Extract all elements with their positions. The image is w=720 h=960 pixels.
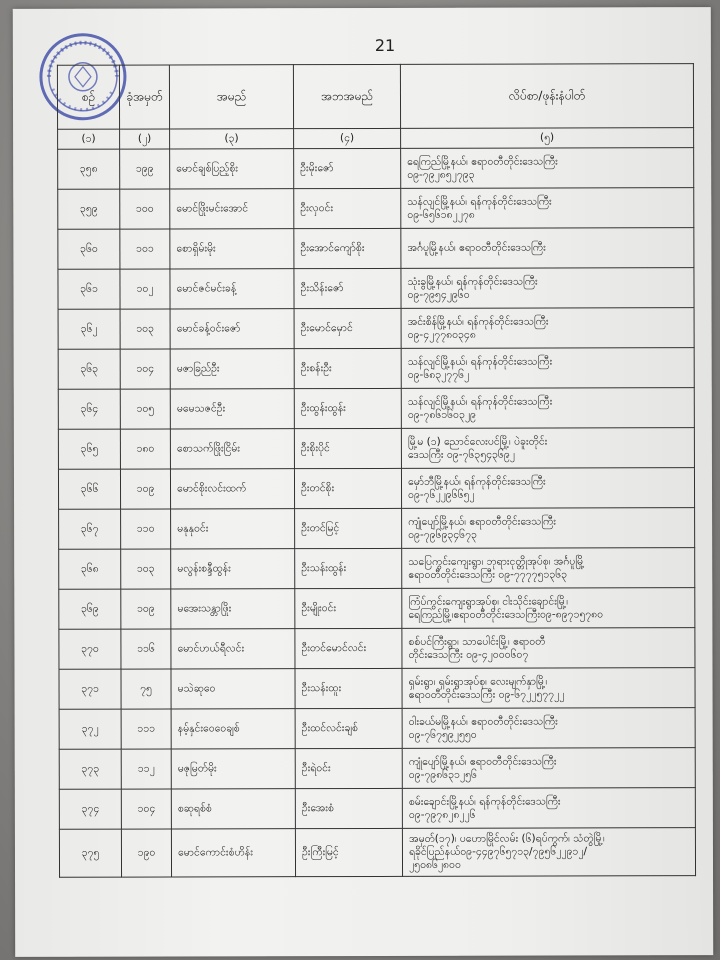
address-line: အင်္ဂပူမြို့နယ်၊ ဧရာဝတီတိုင်းဒေသကြီး — [407, 241, 546, 254]
serial-number-cell: ၃၆၅ — [58, 429, 120, 469]
name-cell: မနုနုဝင်း — [171, 509, 295, 549]
column-index: (၁) — [58, 129, 120, 149]
serial-number-cell: ၃၇၀ — [59, 629, 121, 669]
document-page — [13, 7, 713, 957]
address-cell — [401, 308, 694, 349]
table-row — [58, 388, 694, 430]
column-header-father: အဘအမည် — [293, 64, 400, 128]
address-cell — [402, 708, 695, 749]
address-line: ၀၉-၄၂၇၇၈၀၃၄၈ — [407, 328, 476, 341]
serial-number-cell: ၃၇၂ — [59, 709, 121, 749]
column-index: (၃) — [170, 129, 294, 149]
address-line: မှော်ဘီမြို့နယ်၊ ရန်ကုန်တိုင်းဒေသကြီး — [407, 475, 546, 488]
name-cell: မောင်ကောင်းစံဟိန်း — [171, 829, 295, 877]
address-line: သပြေကွင်းကျေးရွာ၊ ဘုရားငုတ္တိုအုပ်စု၊ အင်္ဂပူမြို့ — [408, 554, 585, 568]
roll-number-cell: ၁၁၀ — [121, 509, 171, 549]
address-line: စမ်းချောင်းမြို့နယ်၊ ရန်ကုန်တိုင်းဒေသကြီး — [408, 794, 561, 808]
table-row — [59, 708, 695, 750]
name-cell: မောင်ချစ်ပြည့်စိုး — [170, 149, 294, 189]
roll-number-cell: ၁၀၅ — [120, 389, 170, 429]
address-cell — [401, 468, 694, 509]
roll-number-cell: ၁၀၉ — [120, 469, 170, 509]
name-cell: မောင်ခန့်ဝင်းဇော် — [170, 309, 294, 349]
serial-number-cell: ၃၇၅ — [59, 829, 121, 877]
table-row — [59, 548, 695, 590]
address-line: ဒေသကြီး ၀၉-၇၆၃၅၄၃၆၉၂ — [407, 448, 515, 461]
name-cell: မအေးသန္တာဖြိုး — [171, 589, 295, 629]
serial-number-cell: ၃၅၈ — [58, 149, 120, 189]
father-name-cell: ဦးကြီးမြင့် — [295, 828, 402, 876]
column-index: (၄) — [294, 128, 401, 148]
address-cell — [402, 668, 695, 709]
father-name-cell: ဦးသန်းထူး — [295, 668, 402, 708]
column-header-name: အမည် — [169, 65, 293, 129]
name-cell: စောရှိမ်းမိုး — [170, 229, 294, 269]
address-cell — [402, 588, 695, 629]
name-cell: မောင်ဇင်မင်းခန့် — [170, 269, 294, 309]
address-line: ၀၉-၇၉၂၈၅၂၇၉၃ — [407, 168, 475, 181]
address-line: သန်လျင်မြို့နယ်၊ ရန်ကုန်တိုင်းဒေသကြီး — [407, 395, 553, 408]
address-line: သန်လျင်မြို့နယ်၊ ရန်ကုန်တိုင်းဒေသကြီး — [407, 355, 553, 368]
table-row — [58, 268, 694, 310]
address-line: ၀၉-၇၈၆၁၆၀၃၂၉ — [407, 408, 476, 421]
roll-number-cell: ၁၀၄ — [120, 349, 170, 389]
roll-number-cell: ၁၀၃ — [120, 309, 170, 349]
table-row — [59, 668, 695, 710]
table-row — [58, 188, 694, 230]
father-name-cell: ဦးစန်းဦး — [294, 348, 401, 388]
address-cell — [401, 148, 694, 189]
serial-number-cell: ၃၆၇ — [59, 509, 121, 549]
serial-number-cell: ၃၆၈ — [59, 549, 121, 589]
address-line: ၀၉-၆၈၃၂၇၇၆၂ — [407, 368, 470, 381]
page-number: 21 — [374, 35, 396, 55]
address-cell — [402, 788, 695, 829]
address-cell — [402, 628, 695, 669]
serial-number-cell: ၃၆၁ — [58, 269, 120, 309]
father-name-cell: ဦးအောင်ကျော်စိုး — [294, 228, 401, 268]
address-line: တိုင်းဒေသကြီး ၀၉-၄၂၀၀၀၆၀၇ — [408, 648, 529, 661]
address-line: ကျုံပျော်မြို့နယ်၊ ဧရာဝတီတိုင်းဒေသကြီး — [408, 754, 557, 768]
roll-number-cell: ၁၁၁ — [121, 709, 171, 749]
table-row — [58, 428, 694, 470]
roll-number-cell: ၁၈၀ — [120, 429, 170, 469]
address-cell — [402, 828, 695, 877]
address-cell — [401, 268, 694, 309]
address-line: ရခိုင်ပြည်နယ်၀၉-၄၄၉၇၆၅၇၁၃/၇၉၅၆၂၂၉၁၂/ — [408, 845, 588, 858]
name-cell: မောင်စိုးလင်းထက် — [170, 469, 294, 509]
table-row — [59, 788, 695, 830]
roll-number-cell: ၁၀၁ — [120, 229, 170, 269]
roll-number-cell: ၁၀၉ — [121, 589, 171, 629]
header-row — [57, 64, 693, 130]
address-line: ဝါးခယ်မမြို့နယ်၊ ဧရာဝတီတိုင်းဒေသကြီး — [408, 714, 558, 728]
address-cell — [401, 228, 694, 269]
roll-number-cell: ၁၁၂ — [121, 749, 171, 789]
father-name-cell: ဦးရဲဝင်း — [295, 748, 402, 788]
serial-number-cell: ၃၇၄ — [59, 789, 121, 829]
roll-number-cell: ၁၉၉ — [120, 149, 170, 189]
column-header-roll: ခုံအမှတ် — [119, 65, 169, 129]
address-line: ၀၉-၇၉၈၆၃၁၂၅၆ — [408, 768, 477, 781]
column-header-serial: စဉ် — [57, 65, 119, 129]
address-line: အမှတ်(၁၇)၊ ပဟောမြိုင်လမ်း (၆)ရပ်ကွက်၊ သံတွဲမြို့၊ — [408, 832, 605, 845]
address-line: ၀၉-၇၆၇၅၉၂၅၅၀ — [408, 728, 477, 741]
serial-number-cell: ၃၇၁ — [59, 669, 121, 709]
father-name-cell: ဦးထွန်းထွန်း — [294, 388, 401, 428]
address-line: ၀၉-၇၆၂၂၉၆၆၅၂ — [408, 488, 475, 501]
father-name-cell: ဦးတင်မောင်လင်း — [295, 628, 402, 668]
name-cell: စဆုရစ်စံ — [171, 789, 295, 829]
address-line: သန်လျင်မြို့နယ်၊ ရန်ကုန်တိုင်းဒေသကြီး — [407, 195, 552, 208]
father-name-cell: ဦးတင်မြင့် — [295, 508, 402, 548]
name-cell: စောသက်ဖြိုးငြိမ်း — [170, 429, 294, 469]
address-line: အင်းစိန်မြို့နယ်၊ ရန်ကုန်တိုင်းဒေသကြီး — [407, 315, 549, 328]
roll-number-cell: ၁၀၀ — [120, 189, 170, 229]
address-line: စစ်ပင်ကြီးရွာ၊ သာပေါင်းမြို့၊ ဧရာဝတီ — [408, 635, 546, 648]
father-name-cell: ဦးတင်စိုး — [294, 468, 401, 508]
serial-number-cell: ၃၆၃ — [58, 349, 120, 389]
name-cell: မဇုမြတ်မိုး — [171, 749, 295, 789]
serial-number-cell: ၃၆၂ — [58, 309, 120, 349]
roster-table — [57, 63, 696, 878]
address-line: ကျုံပျော်မြို့နယ်၊ ဧရာဝတီတိုင်းဒေသကြီး — [408, 514, 556, 528]
address-line: ၀၉-၇၉၅၄၂၉၆၀ — [407, 288, 470, 301]
roll-number-cell: ၁၉၀ — [121, 829, 171, 877]
address-line: ၂၅၀၈၆၂၈၀၀ — [408, 858, 461, 871]
father-name-cell: ဦးလှဝင်း — [294, 188, 401, 228]
address-line: ရှမ်းရွာ၊ ရှမ်းရွာအုပ်စု၊ လေးမျက်နှာမြို့၊ — [408, 675, 548, 688]
address-line: ၀၉-၇၉၇၈၂၈၂၂၆ — [408, 808, 476, 821]
table-row — [59, 628, 695, 670]
serial-number-cell: ၃၆၆ — [58, 469, 120, 509]
address-cell — [401, 188, 694, 229]
address-cell — [402, 748, 695, 789]
table-row — [59, 748, 695, 790]
table-row — [58, 308, 694, 350]
table-row — [58, 468, 694, 510]
father-name-cell: ဦးအေးစံ — [295, 788, 402, 828]
roll-number-cell: ၁၁၆ — [121, 629, 171, 669]
address-line: ၀၉-၇၉၆၉၃၄၆၇၃ — [408, 528, 477, 541]
table-row — [59, 828, 695, 878]
address-line: ရေကြည်မြို့၊ဧရာဝတီတိုင်းဒေသကြီး၀၉-၈၉၇၁၅၇၈၀ — [408, 607, 604, 621]
column-index: (၅) — [401, 128, 694, 149]
address-cell — [401, 348, 694, 389]
name-cell: မသဲဆုဝေ — [171, 669, 295, 709]
table-row — [58, 148, 694, 190]
address-line: မြို့မ (၁) ညောင်လေးပင်မြို့၊ ပဲခူးတိုင်း — [407, 435, 548, 448]
father-name-cell: ဦးသိန်းဇော် — [294, 268, 401, 308]
name-cell: မောင်ဖြိုးမင်းအောင် — [170, 189, 294, 229]
father-name-cell: ဦးထင်လင်းချစ် — [295, 708, 402, 748]
address-cell — [402, 548, 695, 589]
address-line: ရေကြည်မြို့နယ်၊ ဧရာဝတီတိုင်းဒေသကြီး — [407, 154, 558, 168]
column-header-address: လိပ်စာ/ဖုန်းနံပါတ် — [400, 64, 693, 129]
serial-number-cell: ၃၆၀ — [58, 229, 120, 269]
table-row — [58, 228, 694, 270]
name-cell: မဇာခြည်ဦး — [170, 349, 294, 389]
name-cell: မမေသဇင်ဦး — [170, 389, 294, 429]
address-cell — [401, 388, 694, 429]
name-cell: မောင်ဟယ်ရီလင်း — [171, 629, 295, 669]
father-name-cell: ဦးမျိုးဝင်း — [295, 588, 402, 628]
serial-number-cell: ၃၇၃ — [59, 749, 121, 789]
serial-number-cell: ၃၆၉ — [59, 589, 121, 629]
roll-number-cell: ၁၀၄ — [121, 789, 171, 829]
address-cell — [402, 508, 695, 549]
address-line: ဧရာဝတီတိုင်းဒေသကြီး ၀၉-၆၇၂၂၅၇၇၂၂ — [408, 687, 565, 701]
address-line: ကြံပ်ကွင်းကျေးရွာအုပ်စု၊ ငါးသိုင်းချောင်းမြို့၊ — [408, 594, 568, 608]
table-row — [59, 588, 695, 630]
roll-number-cell: ၁၀၂ — [120, 269, 170, 309]
table-row — [59, 508, 695, 550]
roll-number-cell: ၇၅ — [121, 669, 171, 709]
father-name-cell: ဦးသန်းထွန်း — [295, 548, 402, 588]
column-index: (၂) — [120, 129, 170, 149]
serial-number-cell: ၃၆၄ — [58, 389, 120, 429]
father-name-cell: ဦးမိုးဇော် — [294, 148, 401, 188]
father-name-cell: ဦးမောင်မှောင် — [294, 308, 401, 348]
address-line: ဧရာဝတီတိုင်းဒေသကြီး ၀၉-၇၇၇၇၅၁၃၆၃ — [408, 567, 568, 581]
serial-number-cell: ၃၅၉ — [58, 189, 120, 229]
table-row — [58, 348, 694, 390]
address-line: သုံးခွမြို့နယ်၊ ရန်ကုန်တိုင်းဒေသကြီး — [407, 275, 538, 288]
name-cell: မလွန်းစန္ဒီထွန်း — [171, 549, 295, 589]
address-cell — [401, 428, 694, 469]
name-cell: နမ့်နှင်းဝေဝေချစ် — [171, 709, 295, 749]
roster-body — [58, 148, 696, 878]
father-name-cell: ဦးစိုးပိုင် — [294, 428, 401, 468]
column-index-row — [58, 128, 694, 150]
roll-number-cell: ၁၀၃ — [121, 549, 171, 589]
address-line: ၀၉-၆၅၆၁၈၂၂၇၈ — [407, 208, 475, 221]
